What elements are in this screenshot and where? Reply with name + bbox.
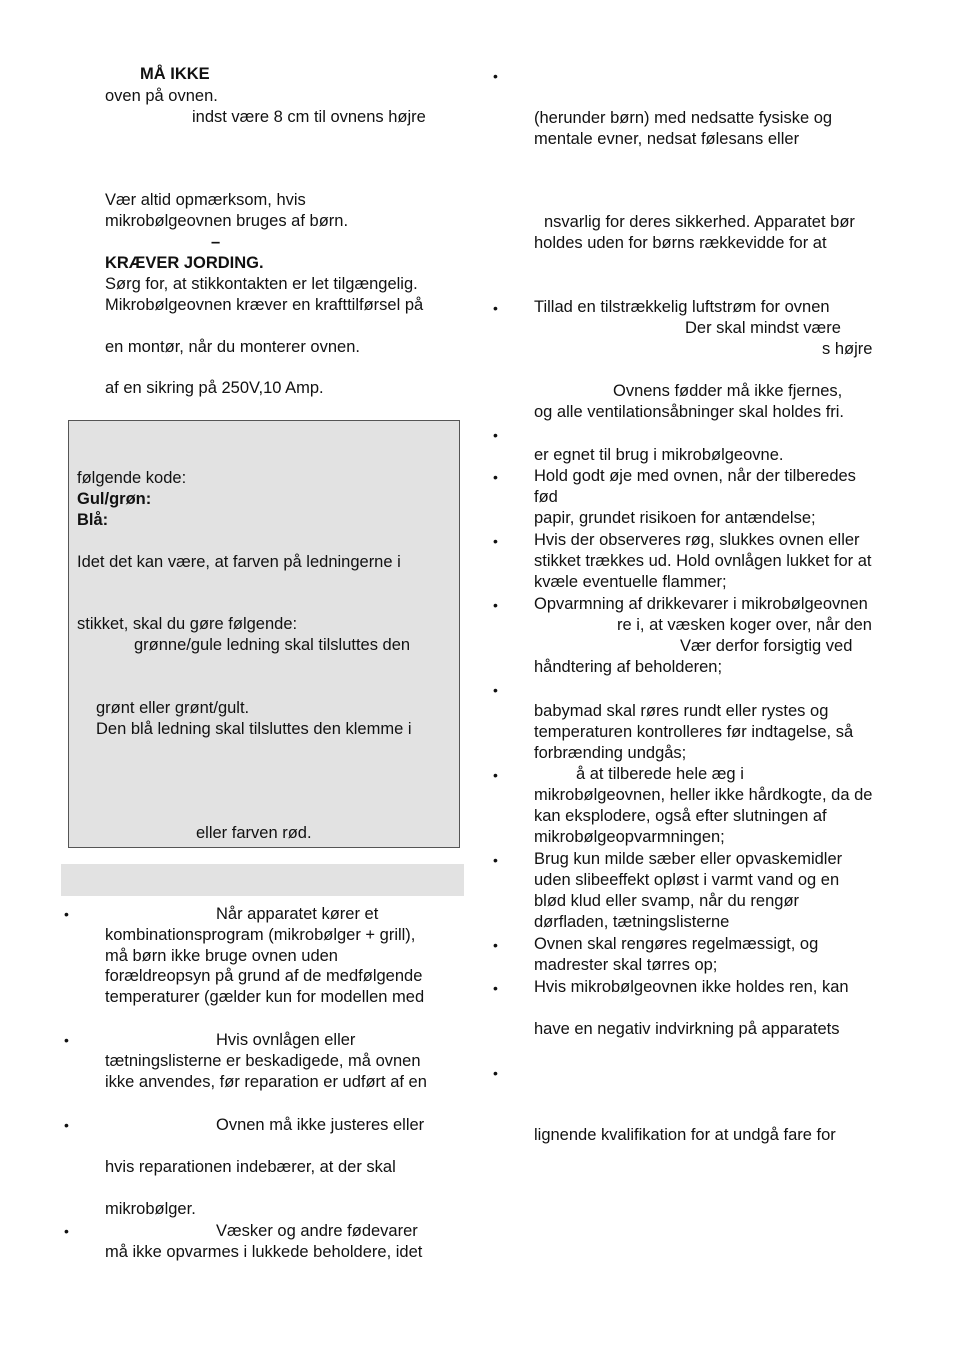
text-line: nsvarlig for deres sikkerhed. Apparatet bør (544, 213, 855, 231)
bullet: • (493, 597, 498, 613)
text-line: må ikke opvarmes i lukkede beholdere, idet (105, 1243, 423, 1261)
text-line: uden slibeeffekt opløst i varmt vand og en (534, 871, 840, 889)
text-line: holdes uden for børns rækkevidde for at (534, 234, 827, 252)
text-line: MÅ IKKE (140, 65, 210, 83)
text-line: Den blå ledning skal tilsluttes den klemme i (96, 720, 412, 738)
text-line: oven på ovnen. (105, 87, 218, 105)
bullet: • (493, 682, 498, 698)
text-line: Vær derfor forsigtig ved (680, 637, 853, 655)
text-line: ikke anvendes, før reparation er udført af en (105, 1073, 427, 1091)
bullet: • (64, 906, 69, 922)
text-line: Idet det kan være, at farven på ledningerne i (77, 553, 401, 571)
text-line: blød klud eller svamp, når du rengør (534, 892, 800, 910)
bullet: • (493, 767, 498, 783)
text-line: stikket, skal du gøre følgende: (77, 615, 298, 633)
text-line: have en negativ indvirkning på apparatets (534, 1020, 840, 1038)
text-line: er egnet til brug i mikrobølgeovne. (534, 446, 784, 464)
text-line: Ovnens fødder må ikke fjernes, (613, 382, 843, 400)
text-line: grønt eller grønt/gult. (96, 699, 250, 717)
bullet: • (64, 1117, 69, 1133)
bullet: • (493, 533, 498, 549)
text-line: (herunder børn) med nedsatte fysiske og (534, 109, 833, 127)
text-line: mikrobølger. (105, 1200, 196, 1218)
bullet: • (493, 68, 498, 84)
text-line: å at tilberede hele æg i (576, 765, 744, 783)
text-line: Hvis der observeres røg, slukkes ovnen eller (534, 531, 860, 549)
text-line: kombinationsprogram (mikrobølger + grill), (105, 926, 416, 944)
text-line: hvis reparationen indebærer, at der skal (105, 1158, 396, 1176)
text-line: Ovnen må ikke justeres eller (216, 1116, 425, 1134)
text-line: Sørg for, at stikkontakten er let tilgængelig. (105, 275, 418, 293)
text-line: følgende kode: (77, 469, 187, 487)
text-line: Blå: (77, 511, 109, 529)
text-line: Tillad en tilstrækkelig luftstrøm for ovnen (534, 298, 830, 316)
text-line: må børn ikke bruge ovnen uden (105, 947, 338, 965)
text-line: Når apparatet kører et (216, 905, 379, 923)
text-line: stikket trækkes ud. Hold ovnlågen lukket for at (534, 552, 872, 570)
text-line: forbrænding undgås; (534, 744, 687, 762)
bullet: • (493, 852, 498, 868)
text-line: madrester skal tørres op; (534, 956, 718, 974)
text-line: babymad skal røres rundt eller rystes og (534, 702, 829, 720)
text-line: Hvis mikrobølgeovnen ikke holdes ren, kan (534, 978, 849, 996)
text-line: Ovnen skal rengøres regelmæssigt, og (534, 935, 819, 953)
bullet: • (493, 469, 498, 485)
text-line: indst være 8 cm til ovnens højre (192, 108, 426, 126)
text-line: mikrobølgeovnen, heller ikke hårdkogte, da de (534, 786, 873, 804)
text-line: grønne/gule ledning skal tilsluttes den (134, 636, 411, 654)
bullet: • (493, 980, 498, 996)
text-line: eller farven rød. (196, 824, 312, 842)
text-line: mentale evner, nedsat følesans eller (534, 130, 800, 148)
text-line: re i, at væsken koger over, når den (617, 616, 872, 634)
text-line: Hold godt øje med ovnen, når der tilberedes (534, 467, 856, 485)
text-line: s højre (822, 340, 873, 358)
text-line: en montør, når du monterer ovnen. (105, 338, 360, 356)
text-line: og alle ventilationsåbninger skal holdes fri. (534, 403, 845, 421)
text-line: Vær altid opmærksom, hvis (105, 191, 306, 209)
text-line: tætningslisterne er beskadigede, må ovnen (105, 1052, 421, 1070)
text-line: Opvarmning af drikkevarer i mikrobølgeovnen (534, 595, 868, 613)
text-line: KRÆVER JORDING. (105, 254, 264, 272)
text-line: Hvis ovnlågen eller (216, 1031, 356, 1049)
text-line: kan eksplodere, også efter slutningen af (534, 807, 827, 825)
text-line: forældreopsyn på grund af de medfølgende (105, 967, 423, 985)
text-line: Gul/grøn: (77, 490, 152, 508)
text-line: Væsker og andre fødevarer (216, 1222, 418, 1240)
bullet: • (493, 427, 498, 443)
text-line: mikrobølgeopvarmningen; (534, 828, 725, 846)
text-line: temperaturen kontrolleres før indtagelse, så (534, 723, 854, 741)
text-line: papir, grundet risikoen for antændelse; (534, 509, 816, 527)
text-line: fød (534, 488, 558, 506)
bullet: • (493, 937, 498, 953)
text-line: håndtering af beholderen; (534, 658, 723, 676)
text-line: Der skal mindst være (685, 319, 841, 337)
text-line: Brug kun milde sæber eller opvaskemidler (534, 850, 843, 868)
text-line: dørfladen, tætningslisterne (534, 913, 730, 931)
text-line: kvæle eventuelle flammer; (534, 573, 727, 591)
bullet: • (493, 1065, 498, 1081)
bullet: • (64, 1032, 69, 1048)
text-line: temperaturer (gælder kun for modellen med (105, 988, 425, 1006)
bullet: • (493, 300, 498, 316)
text-line: lignende kvalifikation for at undgå fare for (534, 1126, 836, 1144)
text-line: af en sikring på 250V,10 Amp. (105, 379, 324, 397)
text-line: – (211, 233, 221, 251)
bullet: • (64, 1223, 69, 1239)
text-line: Mikrobølgeovnen kræver en krafttilførsel på (105, 296, 424, 314)
text-line: mikrobølgeovnen bruges af børn. (105, 212, 349, 230)
section-heading-bar (61, 864, 464, 896)
